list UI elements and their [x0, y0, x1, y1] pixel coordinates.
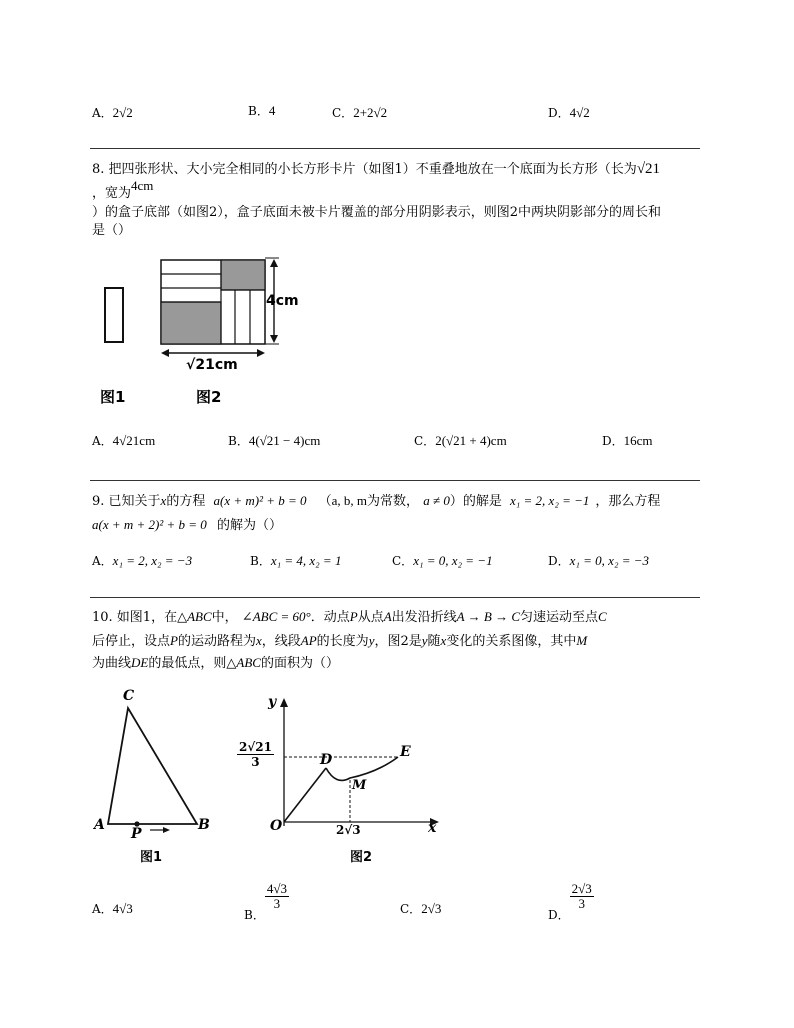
- option-fraction: [570, 882, 594, 911]
- q10-text: 为曲线: [92, 656, 132, 671]
- frac-num: 2√21: [239, 740, 272, 754]
- q9-line1: [92, 492, 660, 511]
- fig-height-label: 4cm: [266, 293, 299, 309]
- triangle-abc: [108, 708, 197, 824]
- q10-text: 随: [427, 634, 441, 649]
- q9-text: ，那么方程: [595, 494, 661, 509]
- label-m: M: [352, 778, 367, 793]
- frac-num: 4√3: [266, 881, 287, 896]
- option-value: 2√2: [112, 105, 133, 120]
- q8-line4: 是（）: [92, 223, 132, 238]
- frac-den: 3: [578, 896, 585, 911]
- q8-line2: [92, 178, 154, 203]
- option-letter: A．: [92, 554, 113, 568]
- math: C: [598, 609, 607, 624]
- q10-line1: [92, 608, 607, 627]
- option-letter: A．: [92, 434, 113, 448]
- option-letter: C．: [332, 106, 354, 120]
- option-value: 4√3: [112, 901, 133, 916]
- q10-text: 出发沿折线: [391, 610, 457, 625]
- segment-od: [284, 768, 326, 822]
- fig-width-label: √21cm: [186, 357, 238, 373]
- option-letter: B．: [250, 554, 271, 568]
- q9-text: 的方程: [166, 494, 206, 509]
- option-value: 2(√21 + 4)cm: [435, 433, 507, 448]
- axis-label-x: x: [428, 820, 437, 836]
- math: y: [421, 633, 428, 648]
- q9-params: （a, b, m: [318, 493, 368, 508]
- origin-label: O: [270, 818, 283, 834]
- math: A → B → C: [456, 609, 520, 624]
- q7-option-c[interactable]: [332, 102, 387, 121]
- label-d: D: [320, 752, 333, 768]
- math: P: [349, 609, 358, 624]
- q10-line2: [92, 632, 587, 651]
- q9-equation: a(x + m)² + b = 0: [213, 493, 307, 508]
- option-letter: D．: [602, 434, 624, 448]
- math: x: [255, 633, 262, 648]
- q10-text: 的运动路程为: [177, 634, 256, 649]
- q8-option-d[interactable]: [602, 430, 653, 449]
- curve-de: [326, 757, 398, 780]
- q9-condition: a ≠ 0: [423, 493, 450, 508]
- option-letter: D．: [548, 554, 570, 568]
- q10-option-a[interactable]: [92, 898, 133, 917]
- fig1-card: [105, 288, 123, 342]
- q10-text: 后停止，设点: [92, 634, 171, 649]
- fig2-caption: 图2: [196, 388, 222, 406]
- q7-option-b[interactable]: [248, 100, 275, 119]
- q10-text: 变化的关系图像，其中: [446, 634, 577, 649]
- option-value: 2+2√2: [353, 105, 388, 120]
- q10-option-d[interactable]: [548, 881, 594, 922]
- q10-text: 匀速运动至点: [520, 610, 599, 625]
- arrow-head: [161, 349, 169, 357]
- option-letter: C．: [400, 902, 422, 916]
- q10-text: 中，: [211, 610, 238, 625]
- label-a: A: [94, 817, 105, 833]
- label-c: C: [123, 688, 135, 704]
- divider: [90, 597, 700, 598]
- q8-text: ，宽为: [92, 186, 132, 201]
- math: x: [440, 633, 447, 648]
- q8-option-a[interactable]: [92, 430, 155, 449]
- option-value: 4(√21 − 4)cm: [248, 433, 321, 448]
- scan-edge: [95, 252, 305, 258]
- option-letter: B．: [228, 434, 249, 448]
- option-value: 16cm: [623, 433, 653, 448]
- math: y: [368, 633, 375, 648]
- arrow-head: [163, 827, 170, 833]
- option-value: 4: [268, 103, 276, 118]
- q9-solution: x₁ = 2, x₂ = −1: [510, 493, 590, 508]
- arrow-head: [270, 259, 278, 267]
- q10-text: ，图2是: [374, 634, 422, 649]
- q7-option-a[interactable]: [92, 102, 133, 121]
- option-letter: A．: [92, 902, 113, 916]
- q9-option-d[interactable]: [548, 550, 649, 569]
- label-p: P: [131, 826, 142, 842]
- arrow-head: [270, 335, 278, 343]
- y-tick-label: [237, 740, 274, 769]
- q10-text: 从点: [357, 610, 384, 625]
- q9-option-a[interactable]: [92, 550, 192, 569]
- q8-option-c[interactable]: [414, 430, 507, 449]
- option-letter: B．: [248, 104, 269, 118]
- option-letter: A．: [92, 106, 113, 120]
- math: ∠ABC = 60°: [241, 609, 311, 624]
- math: AP: [300, 633, 317, 648]
- option-letter: D．: [548, 908, 570, 922]
- math: △ABC: [226, 655, 261, 670]
- q10-text: ，线段: [261, 634, 301, 649]
- q10-text: 的最低点，则: [148, 656, 227, 671]
- math: A: [383, 609, 392, 624]
- shaded-region-top: [221, 260, 265, 290]
- q9-line2: [92, 516, 282, 535]
- q10-option-b[interactable]: [244, 881, 289, 922]
- q10-text: 10. 如图1，在: [92, 610, 178, 625]
- q10-figure-1: [90, 686, 220, 866]
- option-value: 4√2: [569, 105, 590, 120]
- fig1-caption: 图1: [140, 850, 163, 865]
- divider: [90, 148, 700, 149]
- option-value: x₁ = 0, x₂ = −1: [413, 553, 493, 568]
- divider: [90, 480, 700, 481]
- option-value: x₁ = 0, x₂ = −3: [569, 553, 650, 568]
- q9-text: 9. 已知关于: [92, 494, 161, 509]
- q10-text: 的长度为: [316, 634, 369, 649]
- option-value: 4√21cm: [112, 433, 156, 448]
- option-value: x₁ = 4, x₂ = 1: [270, 553, 342, 568]
- q9-text: ）的解是: [449, 494, 502, 509]
- q10-text: 的面积为（）: [260, 656, 339, 671]
- option-letter: C．: [414, 434, 436, 448]
- q9-option-c[interactable]: [392, 550, 493, 569]
- math: M: [576, 633, 588, 648]
- q10-text: ．动点: [310, 610, 350, 625]
- q9-text: 为常数，: [367, 494, 420, 509]
- math: DE: [131, 655, 149, 670]
- q7-option-d[interactable]: [548, 102, 590, 121]
- math: △ABC: [177, 609, 212, 624]
- q8-line3: ）的盒子底部（如图2），盒子底面未被卡片覆盖的部分用阴影表示，则图2中两块阴影部分的周长和: [92, 205, 662, 220]
- arrow-head: [257, 349, 265, 357]
- option-value: 2√3: [421, 901, 442, 916]
- shaded-region-bottom: [161, 302, 221, 344]
- frac-num: 2√3: [571, 881, 592, 896]
- frac-den: 3: [273, 896, 281, 911]
- frac-den: 3: [251, 755, 260, 769]
- q8-text: 8. 把四张形状、大小完全相同的小长方形卡片（如图1）不重叠地放在一个底面为长方形（长为: [92, 162, 637, 177]
- option-value: x₁ = 2, x₂ = −3: [112, 553, 193, 568]
- axis-label-y: y: [268, 694, 277, 710]
- q9-option-b[interactable]: [250, 550, 341, 569]
- fig2-caption: 图2: [350, 850, 373, 865]
- q8-option-b[interactable]: [228, 430, 320, 449]
- q10-line3: [92, 654, 339, 673]
- option-letter: D．: [548, 106, 570, 120]
- q8-line1: [92, 160, 660, 179]
- label-e: E: [400, 744, 411, 760]
- option-fraction: [265, 882, 289, 911]
- arrow-head: [280, 698, 288, 707]
- q9-text: 的解为（）: [216, 518, 282, 533]
- math: P: [170, 633, 178, 648]
- label-b: B: [198, 817, 210, 833]
- q9-equation-2: a(x + m + 2)² + b = 0: [92, 517, 207, 532]
- option-letter: B．: [244, 908, 265, 922]
- q10-option-c[interactable]: [400, 898, 441, 917]
- var-x: x: [160, 493, 167, 508]
- q8-width-value: 4cm: [131, 178, 154, 193]
- q8-length-value: √21: [636, 161, 661, 177]
- fig1-caption: 图1: [100, 388, 126, 406]
- x-tick-label: 2√3: [336, 823, 361, 837]
- option-letter: C．: [392, 554, 414, 568]
